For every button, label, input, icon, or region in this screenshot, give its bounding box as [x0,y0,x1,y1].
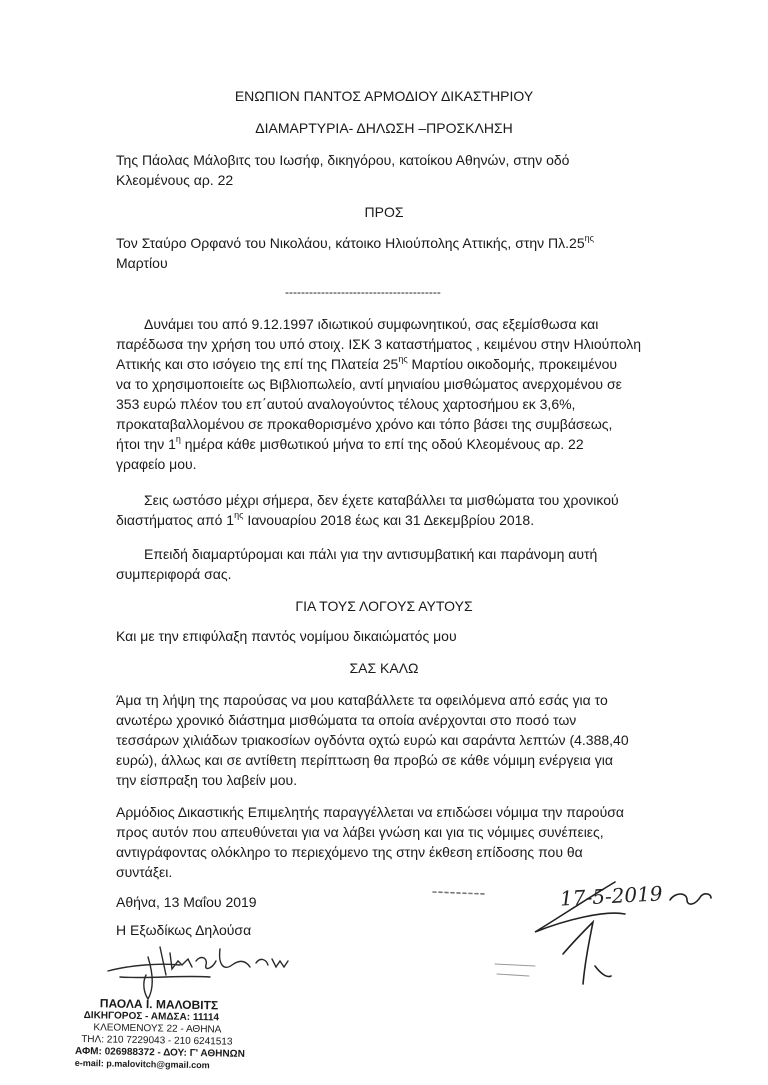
para1-line: προκαταβαλλομένου σε προκαθορισμένο χρόνο και τόπο βάσει της συμβάσεως, [116,416,613,432]
court-heading: ΕΝΩΠΙΟΝ ΠΑΝΤΟΣ ΑΡΜΟΔΙΟΥ ΔΙΚΑΣΤΗΡΙΟΥ [234,88,534,104]
sender-line-1: Της Πάολας Μάλοβιτς του Ιωσήφ, δικηγόρου, κατοίκου Αθηνών, στην οδό [116,152,570,168]
para3-line: Επειδή διαμαρτύρομαι και πάλι για την αντισυμβατική και παράνομη αυτή [144,546,598,562]
stamp-tax: ΑΦΜ: 026988372 - ΔΟΥ: Γ' ΑΘΗΝΩΝ [74,1045,245,1060]
para5-line: αντιγράφοντας ολόκληρο το περιεχόμενο της στην έκθεση επίδοσης που θα [116,844,583,860]
para2-line: Σεις ωστόσο μέχρι σήμερα, δεν έχετε καταβάλλει τα μισθώματα του χρονικού [144,492,619,508]
stamp-phones: ΤΗΛ: 210 7229043 - 210 6241513 [81,1033,233,1048]
para3-line: συμπεριφορά σας. [116,566,232,582]
para1-line: Αττικής και στο ισόγειο της επί της Πλατεία $25^{\eta\varsigma}$ Μαρτίου οικοδομής, προκειμένου [116,354,618,372]
signature-graphic [100,935,320,1005]
service-date-note: 17-5-2019 [559,881,664,911]
para5-line: Αρμόδιος Δικαστικής Επιμελητής παραγγέλλεται να επιδώσει νόμιμα την παρούσα [116,804,624,820]
stamp-name: ΠΑΟΛΑ Ι. ΜΑΛΟΒΙΤΣ [99,996,219,1013]
para5-line: προς αυτόν που απευθύνεται για να λάβει γνώση και για τις νόμιμες συνέπειες, [116,824,604,840]
para4-line: τεσσάρων χιλιάδων τριακοσίων ογδόντα οχτώ ευρώ και σαράντα λεπτών (4.388,40 [116,732,629,748]
document-type-heading: ΔΙΑΜΑΡΤΥΡΙΑ- ΔΗΛΩΣΗ –ΠΡΟΣΚΛΗΣΗ [255,120,513,136]
para1-line: Δυνάμει του από 9.12.1997 ιδιωτικού συμφωνητικού, σας εξεμίσθωσα και [144,316,599,332]
para1-line: γραφείο μου. [116,456,197,472]
date-line: Αθήνα, 13 Μαΐου 2019 [116,894,257,910]
summon-heading: ΣΑΣ ΚΑΛΩ [349,660,419,676]
para4-line: ανωτέρω χρονικό διάστημα μισθώματα τα οποία ανέρχονται στο ποσό των [116,712,577,728]
para4-line: την είσπραξη του λαβείν μου. [116,772,298,788]
reasons-heading: ΓΙΑ ΤΟΥΣ ΛΟΓΟΥΣ ΑΥΤΟΥΣ [295,598,473,614]
para4-line: ευρώ), άλλως και σε αντίθετη περίπτωση θα προβώ σε κάθε νόμιμη ενέργεια για [116,752,613,768]
stamp-email: e-mail: p.malovitch@gmail.com [74,1057,210,1071]
signer-label: Η Εξωδίκως Δηλούσα [116,922,252,938]
para4-line: Άμα τη λήψη της παρούσας να μου καταβάλλετε τα οφειλόμενα από εσάς για το [116,692,608,708]
recipient-line-1: Τον Σταύρο Ορφανό του Νικολάου, κάτοικο Ηλιούπολης Αττικής, στην $\Pi\lambda.25^{\eta\varsigma}$ [116,233,594,251]
stamp-address: ΚΛΕΟΜΕΝΟΥΣ 22 - ΑΘΗΝΑ [93,1022,222,1036]
sender-line-2: Κλεομένους αρ. 22 [116,172,234,188]
para1-line: ήτοι την $1^\eta$ ημέρα κάθε μισθωτικού μήνα το επί της οδού Κλεομένους αρ. 22 [116,434,584,452]
para5-line: συντάξει. [116,864,173,880]
reservation-line: Και με την επιφύλαξη παντός νομίμου δικαιώματός μου [116,628,457,644]
bailiff-signature-graphic [425,870,725,1000]
stamp-role: ΔΙΚΗΓΟΡΟΣ - ΑΜΔΣΑ: 11114 [83,1010,220,1024]
para1-line: παρέδωσα την χρήση του υπό στοιχ. ΙΣΚ 3 καταστήματος , κειμένου στην Ηλιούπολη [116,336,642,352]
para1-line: 353 ευρώ πλέον του επ΄αυτού αναλογούντος τέλους χαρτοσήμου εκ 3,6%, [116,396,576,412]
para2-line: διαστήματος από $1^{\eta\varsigma}$ Ιανουαρίου 2018 έως και 31 Δεκεμβρίου 2018. [116,510,535,528]
para1-line: να το χρησιμοποιείτε ως Βιβλιοπωλείο, αντί μηνιαίου μισθώματος ανερχομένου σε [116,376,622,392]
separator-line: --------------------------------------- [285,285,441,299]
to-label: ΠΡΟΣ [364,204,404,220]
recipient-line-2: Μαρτίου [116,255,168,271]
